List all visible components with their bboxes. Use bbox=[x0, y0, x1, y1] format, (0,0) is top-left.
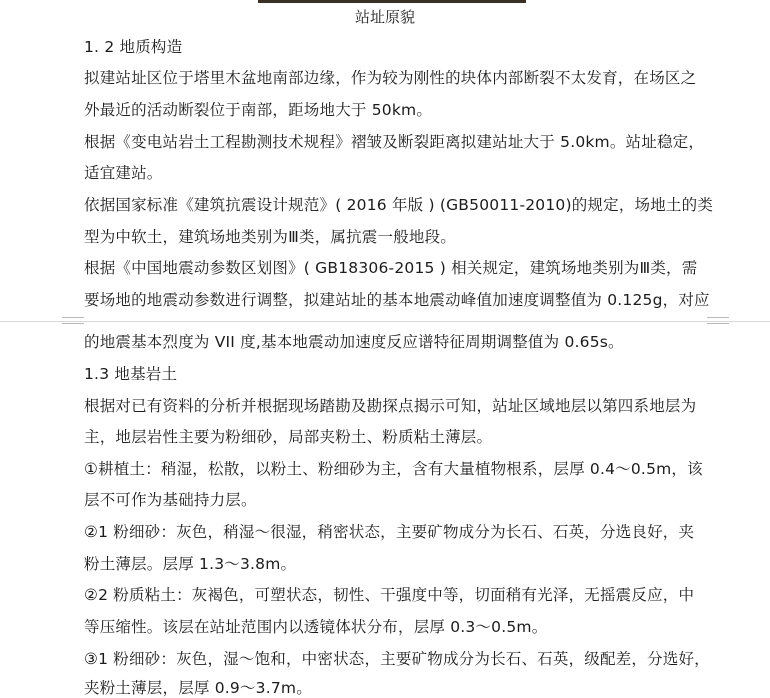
paragraph-line: 根据《变电站岩土工程勘测技术规程》褶皱及断裂距离拟建站址大于 5.0km。站址稳定， bbox=[84, 133, 705, 151]
page-corner-mark-right bbox=[707, 317, 729, 324]
photo-bottom-edge bbox=[258, 0, 526, 3]
page-corner-mark-left bbox=[62, 317, 84, 324]
paragraph-line: ②2 粉质粘土：灰褐色，可塑状态，韧性、干强度中等，切面稍有光泽，无摇震反应，中 bbox=[84, 586, 695, 604]
paragraph-line: 型为中软土，建筑场地类别为Ⅲ类，属抗震一般地段。 bbox=[84, 228, 456, 246]
paragraph-line-cut-off: 夹粉土薄层，层厚 0.9～3.7m。 bbox=[84, 679, 312, 697]
figure-caption: 站址原貌 bbox=[354, 8, 415, 26]
paragraph-line: 等压缩性。该层在站址范围内以透镜体状分布，层厚 0.3～0.5m。 bbox=[84, 618, 548, 636]
page-separator bbox=[0, 321, 770, 322]
paragraph-line: 要场地的地震动参数进行调整，拟建站址的基本地震动峰值加速度调整值为 0.125g，对应 bbox=[84, 291, 710, 309]
paragraph-line: 外最近的活动断裂位于南部，距场地大于 50km。 bbox=[84, 101, 433, 119]
paragraph-line: 主，地层岩性主要为粉细砂，局部夹粉土、粉质粘土薄层。 bbox=[84, 428, 493, 446]
paragraph-line: ①耕植土：稍湿，松散，以粉土、粉细砂为主，含有大量植物根系，层厚 0.4～0.5m，该 bbox=[84, 460, 703, 478]
paragraph-line: 根据《中国地震动参数区划图》( GB18306-2015 ) 相关规定，建筑场地类别为Ⅲ类，需 bbox=[84, 259, 698, 277]
paragraph-line: 粉土薄层。层厚 1.3～3.8m。 bbox=[84, 555, 297, 573]
section-heading-foundation-soil: 1.3 地基岩土 bbox=[84, 365, 178, 383]
paragraph-line: 的地震基本烈度为 VII 度,基本地震动加速度反应谱特征周期调整值为 0.65s。 bbox=[84, 333, 624, 351]
paragraph-line: 层不可作为基础持力层。 bbox=[84, 491, 257, 509]
paragraph-line: ②1 粉细砂：灰色，稍湿～很湿，稍密状态，主要矿物成分为长石、石英，分选良好，夹 bbox=[84, 523, 695, 541]
paragraph-line: 根据对已有资料的分析并根据现场踏勘及勘探点揭示可知，站址区域地层以第四系地层为 bbox=[84, 397, 697, 415]
section-heading-geologic-structure: 1. 2 地质构造 bbox=[84, 38, 183, 56]
paragraph-line: ③1 粉细砂：灰色，湿～饱和，中密状态，主要矿物成分为长石、石英，级配差，分选好， bbox=[84, 650, 710, 668]
paragraph-line: 拟建站址区位于塔里木盆地南部边缘，作为较为刚性的块体内部断裂不太发育，在场区之 bbox=[84, 69, 697, 87]
paragraph-line: 适宜建站。 bbox=[84, 164, 163, 182]
paragraph-line: 依据国家标准《建筑抗震设计规范》( 2016 年版 ) (GB50011-2010)的规定，场地土的类 bbox=[84, 196, 714, 214]
